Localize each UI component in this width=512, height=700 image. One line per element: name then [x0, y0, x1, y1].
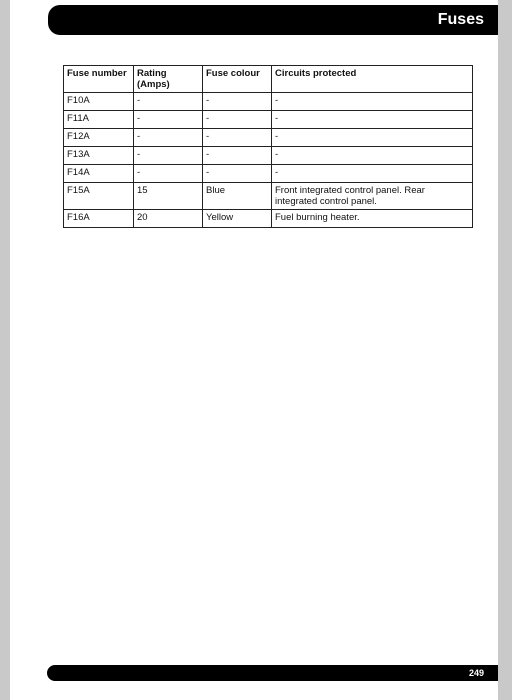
- table-row: [64, 183, 473, 210]
- cell-fuse-colour: -: [203, 129, 272, 147]
- cell-fuse-number: F10A: [64, 93, 134, 111]
- cell-circuits-protected: -: [272, 165, 473, 183]
- cell-fuse-number: F12A: [64, 129, 134, 147]
- cell-fuse-colour: -: [203, 93, 272, 111]
- column-header-fuse-colour: Fuse colour: [203, 66, 272, 93]
- cell-circuits-protected: -: [272, 129, 473, 147]
- cell-rating: -: [134, 129, 203, 147]
- cell-fuse-colour: Blue: [203, 183, 272, 210]
- cell-rating: -: [134, 111, 203, 129]
- cell-circuits-protected: -: [272, 147, 473, 165]
- cell-circuits-protected: Fuel burning heater.: [272, 210, 473, 228]
- cell-fuse-colour: -: [203, 147, 272, 165]
- footer-bar: [47, 665, 498, 681]
- column-header-circuits-protected: Circuits protected: [272, 66, 473, 93]
- cell-fuse-colour: -: [203, 111, 272, 129]
- cell-rating: 15: [134, 183, 203, 210]
- cell-fuse-number: F11A: [64, 111, 134, 129]
- table-row: [64, 93, 473, 111]
- column-header-rating: Rating (Amps): [134, 66, 203, 93]
- cell-fuse-number: F13A: [64, 147, 134, 165]
- cell-fuse-number: F15A: [64, 183, 134, 210]
- cell-rating: 20: [134, 210, 203, 228]
- table-header-row: [64, 66, 473, 93]
- table-row: [64, 165, 473, 183]
- table-row: [64, 111, 473, 129]
- cell-fuse-colour: Yellow: [203, 210, 272, 228]
- cell-circuits-protected: -: [272, 93, 473, 111]
- cell-rating: -: [134, 93, 203, 111]
- cell-fuse-number: F16A: [64, 210, 134, 228]
- cell-rating: -: [134, 165, 203, 183]
- fuse-table: [63, 65, 473, 228]
- table-row: [64, 210, 473, 228]
- page-title: Fuses: [437, 11, 484, 28]
- table-row: [64, 129, 473, 147]
- header-bar: [48, 5, 498, 35]
- cell-circuits-protected: -: [272, 111, 473, 129]
- cell-rating: -: [134, 147, 203, 165]
- table-row: [64, 147, 473, 165]
- cell-fuse-number: F14A: [64, 165, 134, 183]
- cell-fuse-colour: -: [203, 165, 272, 183]
- column-header-fuse-number: Fuse number: [64, 66, 134, 93]
- page-number: 249: [468, 668, 484, 678]
- cell-circuits-protected: Front integrated control panel. Rear integrated control panel.: [272, 183, 473, 210]
- manual-page: [10, 0, 498, 700]
